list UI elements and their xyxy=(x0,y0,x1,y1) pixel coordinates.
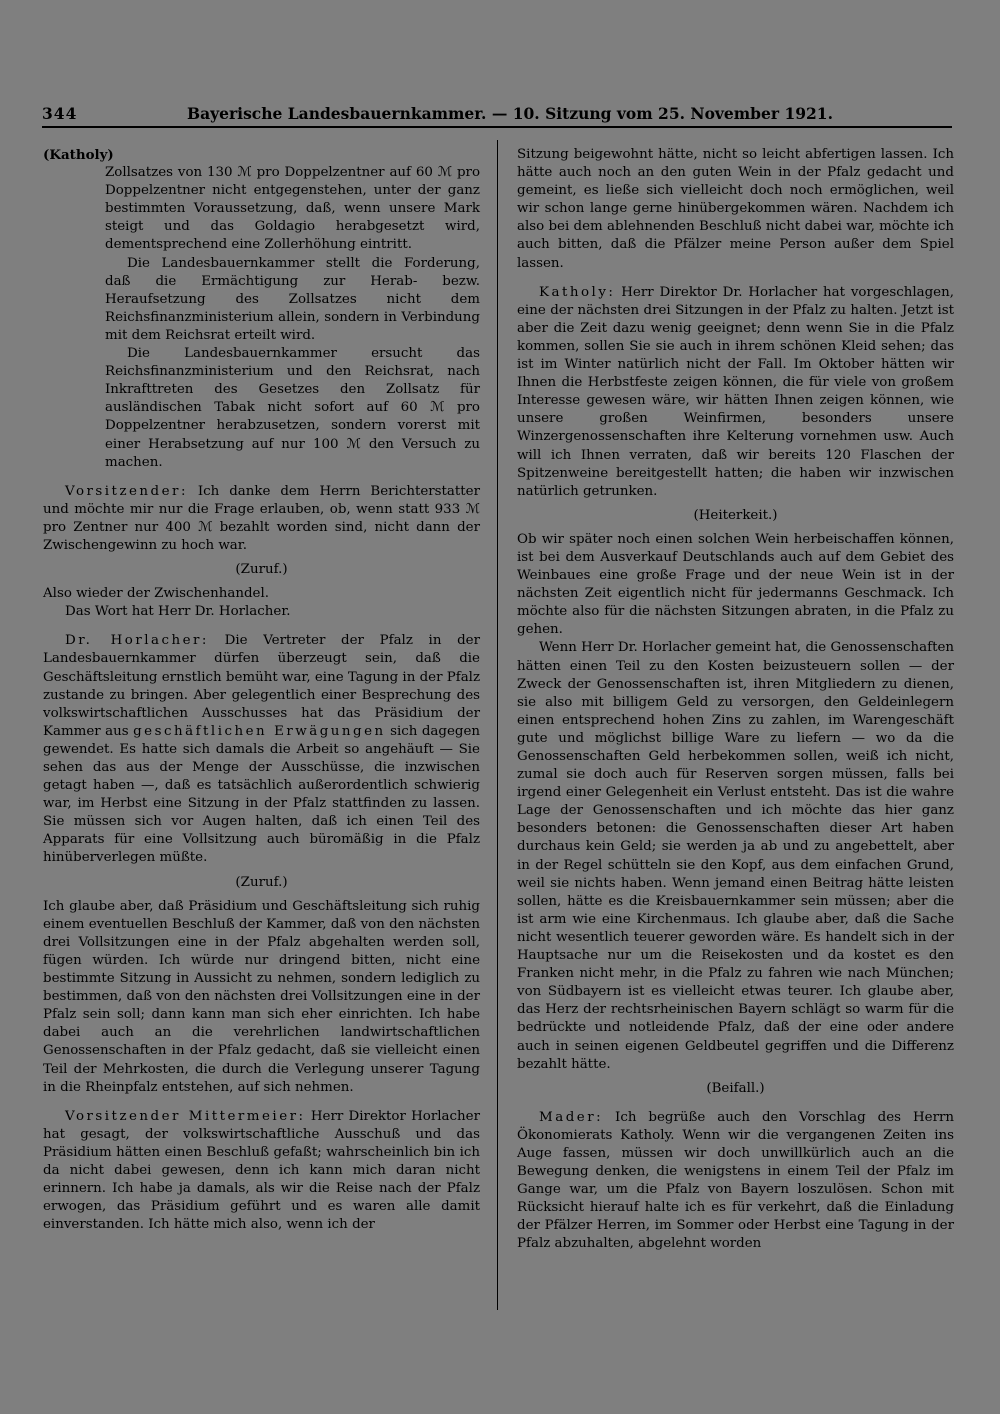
speaker-name: Dr. Horlacher: xyxy=(65,633,209,649)
speaker-name: Katholy: xyxy=(539,284,616,300)
speech-text: Ich begrüße auch den Vorschlag des Herrn Ökonomierats Katholy. Wenn wir die vergangenen Zeiten ins Auge fassen, müssen wir doch unwillkürlich auch an die Bewegung denken, die wenigstens in einem Teil der Pfalz im Gange war, um die Pfalz von Bayern loszulösen. Schon mit Rücksicht hierauf halte ich es für verkehrt, daß die Einladung der Pfälzer Herren, im Sommer oder Herbst eine Tagung in der Pfalz abzuhalten, abgelehnt worden xyxy=(517,1109,954,1252)
interjection: (Zuruf.) xyxy=(235,874,288,890)
interjection: (Zuruf.) xyxy=(235,562,288,578)
column-divider xyxy=(497,140,498,1310)
spaced-emphasis: geschäftlichen Erwägungen xyxy=(133,723,386,739)
speech-text: Herr Direktor Dr. Horlacher hat vorgeschlagen, eine der nächsten drei Sitzungen in der Pfalz zu halten. Jetzt ist aber die Zeit dazu wenig geeignet; denn wenn Sie in die Pfalz kommen, sollen Sie sie auch in ihrem schönen Kleid sehen; das ist im Winter natürlich nicht der Fall. Im Oktober hätten wir Ihnen die Herbstfeste zeigen können, die für viele von großem Interesse gewesen wäre, wir hätten Ihnen zeigen können, wie unsere großen Weinfirmen, besonders unsere Winzergenossenschaften ihre Kelterung vornehmen usw. Auch will ich Ihnen verraten, daß wir bereits 120 Flaschen der Spitzenweine bereitgestellt hatten; die haben wir inzwischen natürlich getrunken. xyxy=(517,284,954,499)
left-column xyxy=(43,146,480,1234)
speech-paragraph: Das Wort hat Herr Dr. Horlacher. xyxy=(65,604,291,620)
speech-paragraph xyxy=(517,284,954,501)
speech-paragraph: Ob wir später noch einen solchen Wein herbeischaffen können, ist bei dem Ausverkauf Deutschlands auch auf dem Gebiet des Weinbaues eine große Frage und der neue Wein ist in der nächsten Zeit eigentlich nicht für jedermanns Geschmack. Ich möchte also für die nächsten Sitzungen abraten, in die Pfalz zu gehen. xyxy=(517,531,954,638)
running-title: Bayerische Landesbauernkammer. — 10. Sitzung vom 25. November 1921. xyxy=(187,104,833,123)
speech-text: sich dagegen gewendet. Es hatte sich damals die Arbeit so angehäuft — Sie sehen das aus der Menge der Ausschüsse, die inzwischen getagt haben —, daß es tatsächlich außerordentlich schwierig war, im Herbst eine Sitzung in der Pfalz stattfinden zu lassen. Sie müssen sich vor Augen halten, daß ich einen Teil des Apparats für eine Vollsitzung auch büromäßig in die Pfalz hinüberverlegen müßte. xyxy=(43,723,481,866)
speech-paragraph xyxy=(43,1108,480,1235)
speaker-name: Vorsitzender: xyxy=(65,483,188,499)
resolution-paragraph-1: Zollsatzes von 130 ℳ pro Doppelzentner auf 60 ℳ pro Doppelzentner nicht entgegenstehen, unter der ganz bestimmten Voraussetzung, daß, wenn unsere Mark steigt und das Goldagio herabgesetzt wird, dementsprechend eine Zollerhöhung eintritt. xyxy=(105,165,480,253)
interjection: (Heiterkeit.) xyxy=(693,507,778,523)
speech-paragraph: Ich glaube aber, daß Präsidium und Geschäftsleitung sich ruhig einem eventuellen Beschluß der Kammer, daß von den nächsten drei Vollsitzungen eine in der Pfalz abgehalten werden soll, fügen würden. Ich würde nur dringend bitten, nicht eine bestimmte Sitzung in Aussicht zu nehmen, sondern lediglich zu bestimmen, daß von den nächsten drei Vollsitzungen eine in der Pfalz sein soll; dann kann man sich eher einrichten. Ich habe dabei auch an die verehrlichen landwirtschaftlichen Genossenschaften in der Pfalz gedacht, daß sie vielleicht einen Teil der Mehrkosten, die durch die Verlegung unserer Tagung in die Rheinpfalz entstehen, auf sich nehmen. xyxy=(43,898,480,1095)
resolution-paragraph-3: Die Landesbauernkammer ersucht das Reichsfinanzministerium und den Reichsrat, nach Inkrafttreten des Gesetzes den Zollsatz für ausländischen Tabak nicht sofort auf 60 ℳ pro Doppelzentner herabzusetzen, sondern vorerst mit einer Herabsetzung auf nur 100 ℳ den Versuch zu machen. xyxy=(105,346,480,470)
speech-paragraph xyxy=(43,483,480,555)
speech-text: Die Vertreter der Pfalz in der Landesbauernkammer dürfen überzeugt sein, daß die Geschäftsleitung ernstlich bemüht war, eine Tagung in der Pfalz zustande zu bringen. Aber gelegentlich einer Besprechung des volkswirtschaftlichen Ausschusses hat das Präsidium der Kammer aus xyxy=(43,633,481,739)
speech-paragraph: Sitzung beigewohnt hätte, nicht so leicht abfertigen lassen. Ich hätte auch noch an den guten Wein in der Pfalz gedacht und gemeint, es ließe sich vielleicht doch noch ermöglichen, weil wir schon lange gerne hinübergekommen wären. Nachdem ich also bei dem ablehnenden Beschluß nicht dabei war, möchte ich auch bitten, daß die Pfälzer meine Person außer dem Spiel lassen. xyxy=(517,147,954,271)
speech-text: Herr Direktor Horlacher hat gesagt, der volkswirtschaftliche Ausschuß und das Präsidium hätten einen Beschluß gefaßt; wahrscheinlich bin ich da nicht dabei gewesen, denn ich kann mich daran nicht erinnern. Ich habe ja damals, als wir die Reise nach der Pfalz erwogen, das Präsidium geführt und es waren alle damit einverstanden. Ich hätte mich also, wenn ich der xyxy=(43,1108,480,1233)
resolution-paragraph-2: Die Landesbauernkammer stellt die Forderung, daß die Ermächtigung zur Herab- bezw. Heraufsetzung des Zollsatzes nicht dem Reichsfinanzministerium allein, sondern in Verbindung mit dem Reichsrat erteilt wird. xyxy=(105,255,480,343)
speaker-name: Mader: xyxy=(539,1109,604,1125)
speech-text: Ich danke dem Herrn Berichterstatter und möchte mir nur die Frage erlauben, ob, wenn statt 933 ℳ pro Zentner nur 400 ℳ bezahlt worden sind, nicht dann der Zwischengewinn zu hoch war. xyxy=(43,483,480,553)
speech-paragraph: Wenn Herr Dr. Horlacher gemeint hat, die Genossenschaften hätten einen Teil zu den Kosten beizusteuern sollen — der Zweck der Genossenschaften ist, ihren Mitgliedern zu dienen, sie also mit billigem Geld zu versorgen, den Geldeinlegern einen entsprechend hohen Zins zu zahlen, im Warengeschäft gute und möglichst billige Ware zu liefern — wo da die Genossenschaften Geld herbekommen sollen, weiß ich nicht, zumal sie doch auch für Reserven sorgen müssen, falls bei irgend einer Gelegenheit ein Verlust entsteht. Das ist die wahre Lage der Genossenschaften und ich möchte das hier ganz besonders betonen: die Genossenschaften dieser Art haben durchaus kein Geld; sie werden ja ab und zu angebettelt, aber in der Regel schütteln sie den Kopf, aus dem einfachen Grund, weil sie nichts haben. Wenn jemand einen Beitrag hätte leisten sollen, hätte es die Kreisbauernkammer sein müssen; aber die ist arm wie eine Kirchenmaus. Ich glaube aber, daß die Sache nicht wesentlich teuerer geworden wäre. Es handelt sich in der Hauptsache nur um die Reisekosten und da kostet es den Franken nicht mehr, in die Pfalz zu fahren wie nach München; von Südbayern ist es vielleicht etwas teurer. Ich glaube aber, das Herz der rechtsrheinischen Bayern schlägt so warm für die bedrückte und notleidende Pfalz, daß der eine oder andere auch in seinen eigenen Geldbeutel gegriffen und die Differenz bezahlt hätte. xyxy=(517,640,954,1072)
speech-paragraph: Also wieder der Zwischenhandel. xyxy=(43,586,269,602)
page-number: 344 xyxy=(42,104,78,123)
interjection: (Beifall.) xyxy=(706,1080,765,1096)
right-column xyxy=(517,146,954,1254)
speech-paragraph xyxy=(517,1109,954,1254)
header-rule xyxy=(42,126,952,128)
speaker-name: Vorsitzender Mittermeier: xyxy=(65,1108,306,1124)
speaker-label: (Katholy) xyxy=(43,147,114,163)
page-header xyxy=(42,104,952,128)
speech-paragraph xyxy=(43,632,480,867)
